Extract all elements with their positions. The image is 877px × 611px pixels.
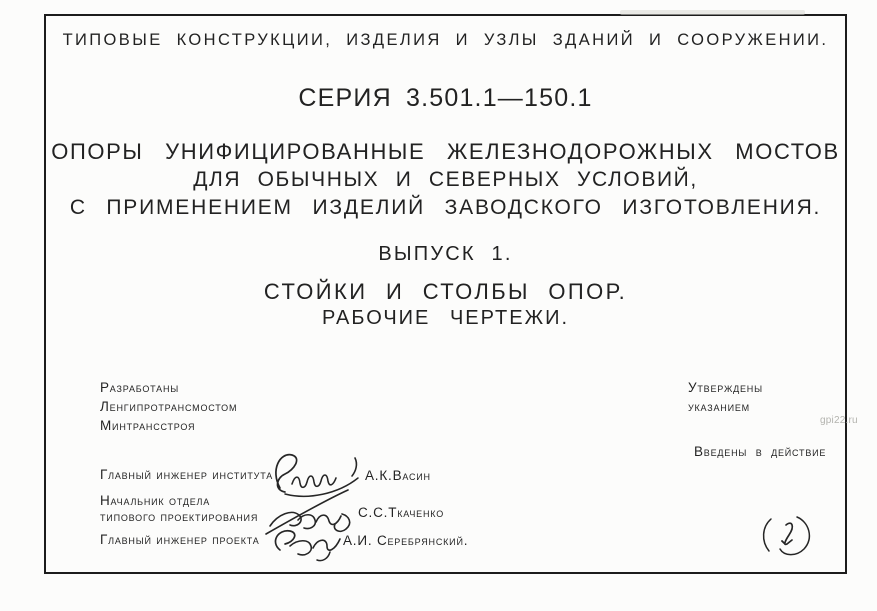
signature-name-3: А.И. Серебрянский.: [343, 533, 469, 548]
approved-by-block: [688, 378, 763, 416]
main-title-line-2: ДЛЯ ОБЫЧНЫХ И СЕВЕРНЫХ УСЛОВИЙ,: [193, 168, 698, 191]
handwritten-circle-mark: [757, 512, 815, 558]
developed-by-line-1: Разработаны: [100, 380, 180, 395]
signature-name-2: С.С.Ткаченко: [358, 505, 445, 520]
signature-role-1: Главный инженер института: [100, 467, 273, 482]
main-title-line-1: ОПОРЫ УНИФИЦИРОВАННЫЕ ЖЕЛЕЗНОДОРОЖНЫХ МОСТОВ: [51, 139, 840, 164]
subtitle-line-1: СТОЙКИ И СТОЛБЫ ОПОР.: [263, 279, 628, 304]
signature-role-2-line-1: Начальник отдела: [100, 493, 211, 508]
signature-role-2-line-2: типового проектирования: [100, 508, 259, 524]
signature-scribble-3: [264, 524, 350, 564]
document-classification: ТИПОВЫЕ КОНСТРУКЦИИ, ИЗДЕЛИЯ И УЗЛЫ ЗДАНИЙ И СООРУЖЕНИИ.: [62, 31, 829, 49]
approved-by-line-1: Утверждены: [688, 380, 763, 395]
approved-by-line-2: указанием: [688, 399, 750, 414]
developed-by-block: [100, 378, 237, 435]
signature-name-1: А.К.Васин: [365, 468, 431, 483]
series-number: СЕРИЯ 3.501.1—150.1: [298, 84, 593, 112]
effective-note: Введены в действие: [694, 444, 827, 459]
watermark: gpi22.ru: [820, 415, 858, 426]
developed-by-line-2: Ленгипротрансмостом: [100, 399, 238, 414]
main-title-line-3: С ПРИМЕНЕНИЕМ ИЗДЕЛИЙ ЗАВОДСКОГО ИЗГОТОВЛЕНИЯ.: [69, 196, 822, 219]
signature-role-2: [100, 493, 258, 524]
developed-by-line-3: Минтрансстроя: [100, 418, 196, 433]
subtitle-line-2: РАБОЧИЕ ЧЕРТЕЖИ.: [321, 307, 570, 329]
scan-smudge: [620, 10, 805, 15]
issue-number: ВЫПУСК 1.: [378, 243, 513, 265]
signature-role-3: Главный инженер проекта: [100, 532, 260, 547]
